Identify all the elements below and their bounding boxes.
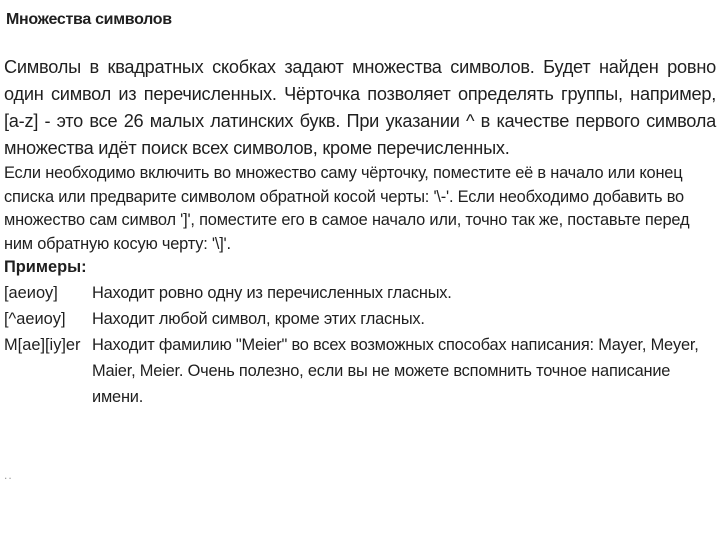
document-page <box>4 10 716 410</box>
examples-list <box>4 280 716 410</box>
trailing-marks: .. <box>4 468 13 482</box>
examples-heading: Примеры: <box>4 258 87 276</box>
example-pattern: [aeиoy] <box>4 283 58 302</box>
example-description: Находит ровно одну из перечисленных гласных. <box>92 283 452 302</box>
example-description: Находит любой символ, кроме этих гласных. <box>92 309 425 328</box>
page-title: Множества символов <box>6 11 172 28</box>
example-row <box>4 280 716 306</box>
example-row <box>4 306 716 332</box>
example-description: Находит фамилию "Meier" во всех возможных способах написания: Mayer, Meyer, Maier, Meier. Очень полезно, если вы не можете вспомнить точное написание имени. <box>92 335 699 406</box>
example-pattern: M[ae][iy]er <box>4 335 81 354</box>
example-pattern: [^aeиoy] <box>4 309 66 328</box>
intro-paragraph: Символы в квадратных скобках задают множества символов. Будет найден ровно один символ из перечисленных. Чёрточка позволяет определять группы, например, [a-z] - это все 26 малых латинских букв. При указании ^ в качестве первого символа множества идёт поиск всех символов, кроме перечисленных. <box>4 57 716 158</box>
example-row <box>4 332 716 410</box>
hyphen-note-paragraph: Если необходимо включить во множество саму чёрточку, поместите её в начало или конец списка или предварите символом обратной косой черты: '\-'. Если необходимо добавить во множество сам символ ']', поместите его в самое начало или, точно так же, поставьте перед ним обратную косую черту: '\]'. <box>4 164 690 253</box>
